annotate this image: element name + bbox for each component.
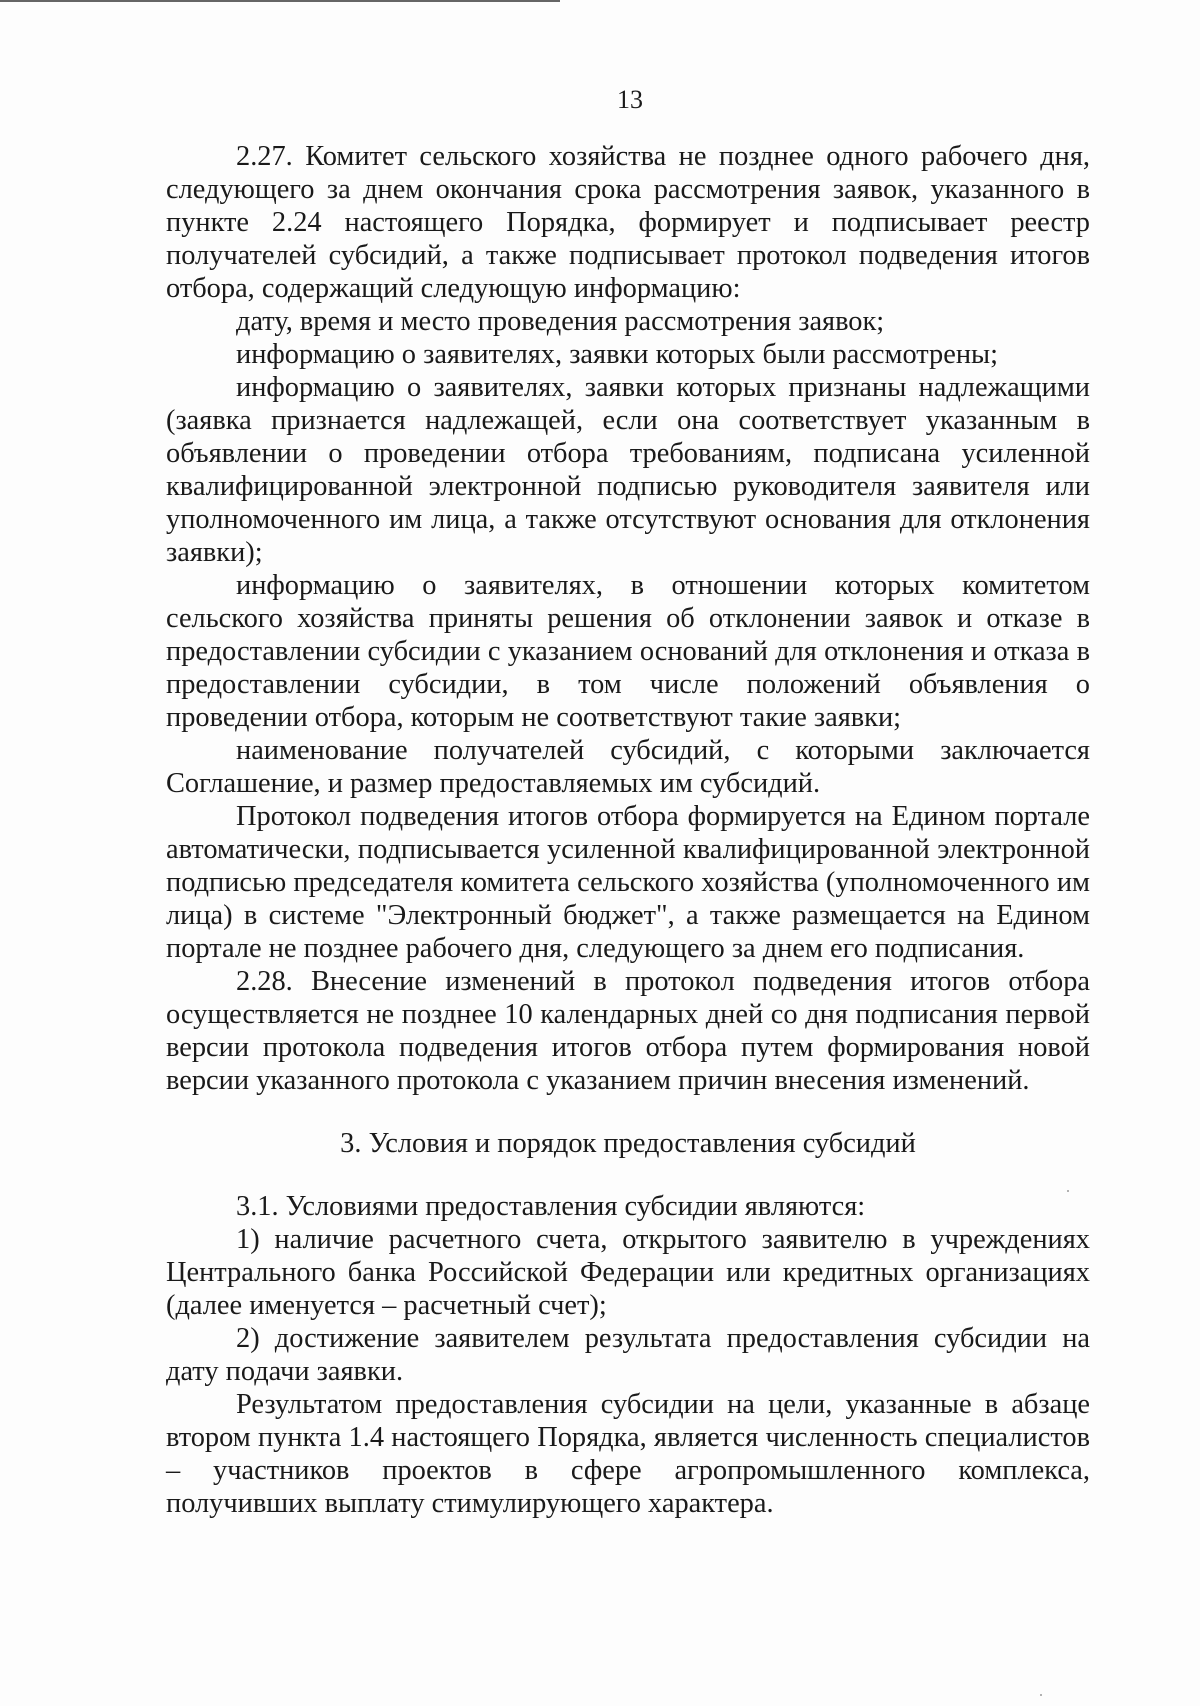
list-item-date-time-place: дату, время и место проведения рассмотрения заявок;	[236, 306, 885, 337]
list-item-rejected-applications: информацию о заявителях, в отношении которых комитетом сельского хозяйства приняты решения об отклонении заявок и отказе в предоставлении субсидии с указанием оснований для отклонения и отказа в предоставлении субсидии, в том числе положений объявления о проведении отбора, которым не соответствуют такие заявки;	[166, 570, 1090, 733]
section-heading: 3. Условия и порядок предоставления субсидий	[340, 1128, 916, 1159]
paragraph-2-27: 2.27. Комитет сельского хозяйства не позднее одного рабочего дня, следующего за днем окончания срока рассмотрения заявок, указанного в пункте 2.24 настоящего Порядка, формирует и подписывает реестр получателей субсидий, а также подписывает протокол подведения итогов отбора, содержащий следующую информацию:	[166, 141, 1090, 304]
scan-top-edge	[0, 0, 560, 2]
condition-item-2: 2) достижение заявителем результата предоставления субсидии на дату подачи заявки.	[166, 1323, 1090, 1387]
paragraph-3-1: 3.1. Условиями предоставления субсидии являются:	[236, 1191, 866, 1222]
list-item-recipients: наименование получателей субсидий, с которыми заключается Соглашение, и размер предоставляемых им субсидий.	[166, 735, 1090, 799]
list-item-considered-applicants: информацию о заявителях, заявки которых были рассмотрены;	[236, 339, 998, 370]
list-item-proper-applications: информацию о заявителях, заявки которых признаны надлежащими (заявка признается надлежащей, если она соответствует указанным в объявлении о проведении отбора требованиям, подписана усиленной квалифицированной электронной подписью руководителя заявителя или уполномоченного им лица, а также отсутствуют основания для отклонения заявки);	[166, 372, 1090, 568]
document-body	[166, 140, 1090, 1520]
paragraph-2-28: 2.28. Внесение изменений в протокол подведения итогов отбора осуществляется не позднее 10 календарных дней со дня подписания первой версии протокола подведения итогов отбора путем формирования новой версии указанного протокола с указанием причин внесения изменений.	[166, 966, 1090, 1096]
scan-speck	[1040, 1694, 1042, 1696]
paragraph-result: Результатом предоставления субсидии на цели, указанные в абзаце втором пункта 1.4 настоящего Порядка, является численность специалистов – участников проектов в сфере агропромышленного комплекса, получивших выплату стимулирующего характера.	[166, 1389, 1090, 1519]
paragraph-protocol: Протокол подведения итогов отбора формируется на Едином портале автоматически, подписывается усиленной квалифицированной электронной подписью председателя комитета сельского хозяйства (уполномоченного им лица) в системе "Электронный бюджет", а также размещается на Едином портале не позднее рабочего дня, следующего за днем его подписания.	[166, 801, 1090, 964]
condition-item-1: 1) наличие расчетного счета, открытого заявителю в учреждениях Центрального банка Российской Федерации или кредитных организациях (далее именуется – расчетный счет);	[166, 1224, 1090, 1321]
scan-speck	[1067, 1190, 1069, 1192]
page-number: 13	[617, 85, 643, 114]
